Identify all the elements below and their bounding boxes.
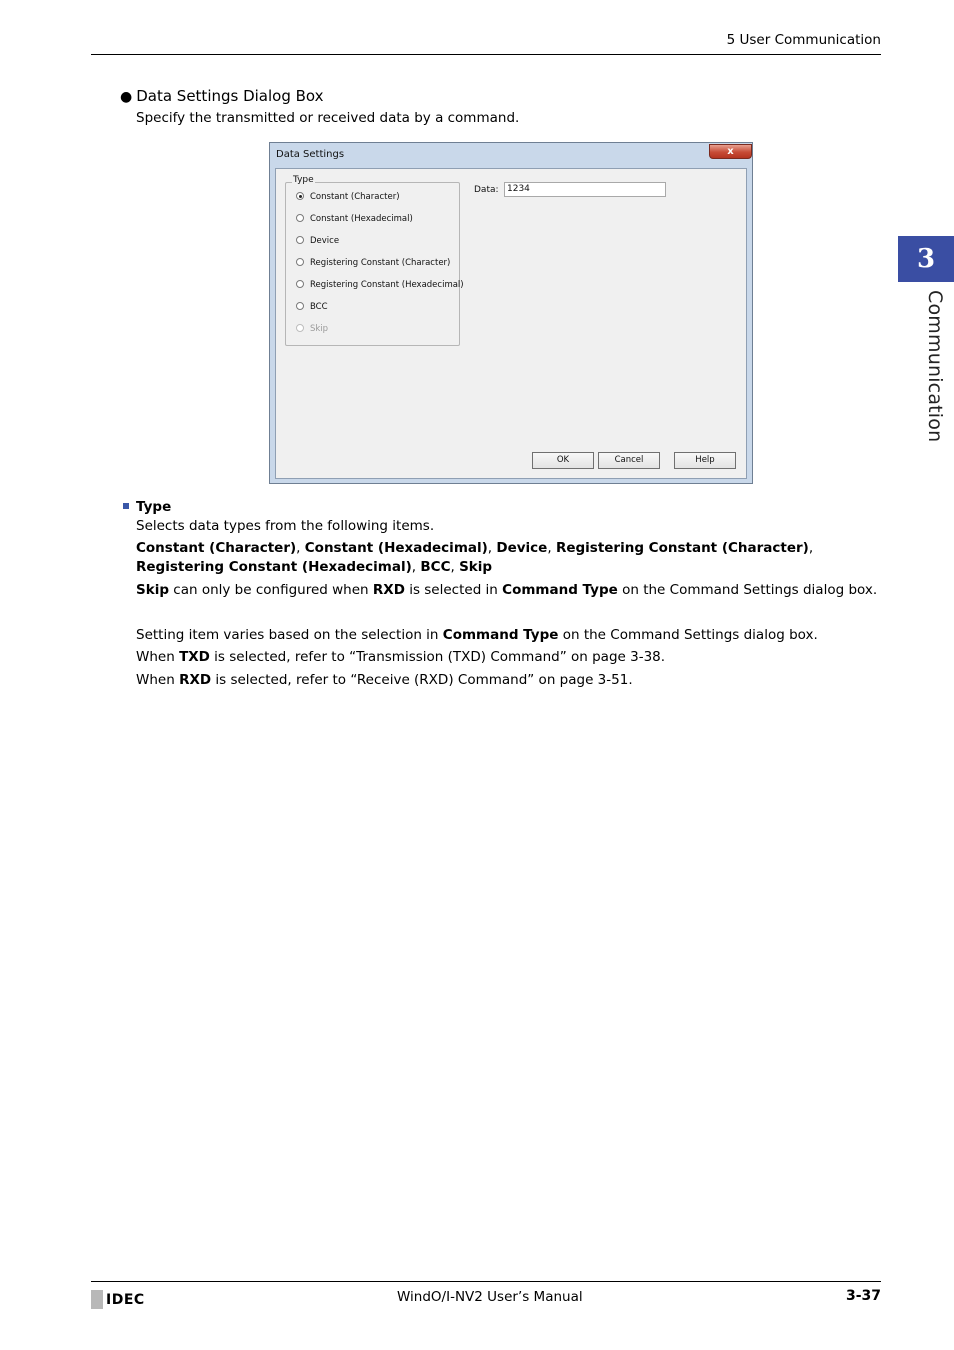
rxd-reference: When RXD is selected, refer to “Receive (RXD) Command” on page 3-51. bbox=[136, 672, 633, 688]
section-intro: Specify the transmitted or received data by a command. bbox=[136, 110, 520, 126]
radio-constant-character[interactable]: Constant (Character) bbox=[296, 192, 400, 202]
skip-note: Skip can only be configured when RXD is selected in Command Type on the Command Settings dialog box. bbox=[136, 582, 878, 598]
logo-mark-icon bbox=[91, 1290, 103, 1309]
txd-reference: When TXD is selected, refer to “Transmission (TXD) Command” on page 3-38. bbox=[136, 649, 666, 665]
page-number: 3-37 bbox=[845, 1288, 881, 1304]
radio-device[interactable]: Device bbox=[296, 236, 339, 246]
radio-checked-icon bbox=[296, 192, 304, 200]
data-settings-dialog bbox=[269, 142, 753, 484]
radio-bcc[interactable]: BCC bbox=[296, 302, 328, 312]
chapter-tab-label: Communication bbox=[924, 290, 946, 443]
section-title-text: Data Settings Dialog Box bbox=[136, 87, 324, 105]
bullet-icon: ● bbox=[120, 89, 133, 105]
data-label: Data: bbox=[474, 185, 499, 195]
help-button[interactable]: Help bbox=[674, 452, 736, 469]
section-title bbox=[120, 87, 324, 105]
manual-title: WindO/I-NV2 User’s Manual bbox=[397, 1289, 583, 1305]
radio-icon bbox=[296, 258, 304, 266]
radio-icon bbox=[296, 214, 304, 222]
dialog-title: Data Settings bbox=[276, 149, 345, 160]
type-items-list: Constant (Character), Constant (Hexadecimal), Device, Registering Constant (Character), Registering Constant (Hexadecimal), BCC, Skip bbox=[136, 540, 814, 575]
radio-icon bbox=[296, 302, 304, 310]
radio-icon bbox=[296, 236, 304, 244]
data-input[interactable]: 1234 bbox=[504, 182, 666, 197]
square-bullet-icon bbox=[123, 503, 129, 509]
radio-skip: Skip bbox=[296, 324, 328, 334]
dialog-client-area bbox=[275, 168, 747, 479]
radio-registering-constant-hexadecimal[interactable]: Registering Constant (Hexadecimal) bbox=[296, 280, 464, 290]
type-heading: Type bbox=[123, 499, 171, 515]
running-header: 5 User Communication bbox=[726, 32, 881, 48]
radio-icon bbox=[296, 280, 304, 288]
type-group-label: Type bbox=[293, 175, 314, 185]
chapter-tab-number: 3 bbox=[898, 236, 954, 282]
setting-note: Setting item varies based on the selection in Command Type on the Command Settings dialog box. bbox=[136, 627, 818, 643]
header-rule bbox=[91, 54, 881, 55]
type-description: Selects data types from the following items. bbox=[136, 518, 435, 534]
ok-button[interactable]: OK bbox=[532, 452, 594, 469]
radio-disabled-icon bbox=[296, 324, 304, 332]
close-button[interactable]: x bbox=[709, 144, 752, 159]
radio-registering-constant-character[interactable]: Registering Constant (Character) bbox=[296, 258, 450, 268]
type-groupbox bbox=[285, 175, 464, 346]
idec-logo: IDEC bbox=[91, 1290, 145, 1309]
radio-constant-hexadecimal[interactable]: Constant (Hexadecimal) bbox=[296, 214, 413, 224]
footer-rule bbox=[91, 1281, 881, 1282]
cancel-button[interactable]: Cancel bbox=[598, 452, 660, 469]
